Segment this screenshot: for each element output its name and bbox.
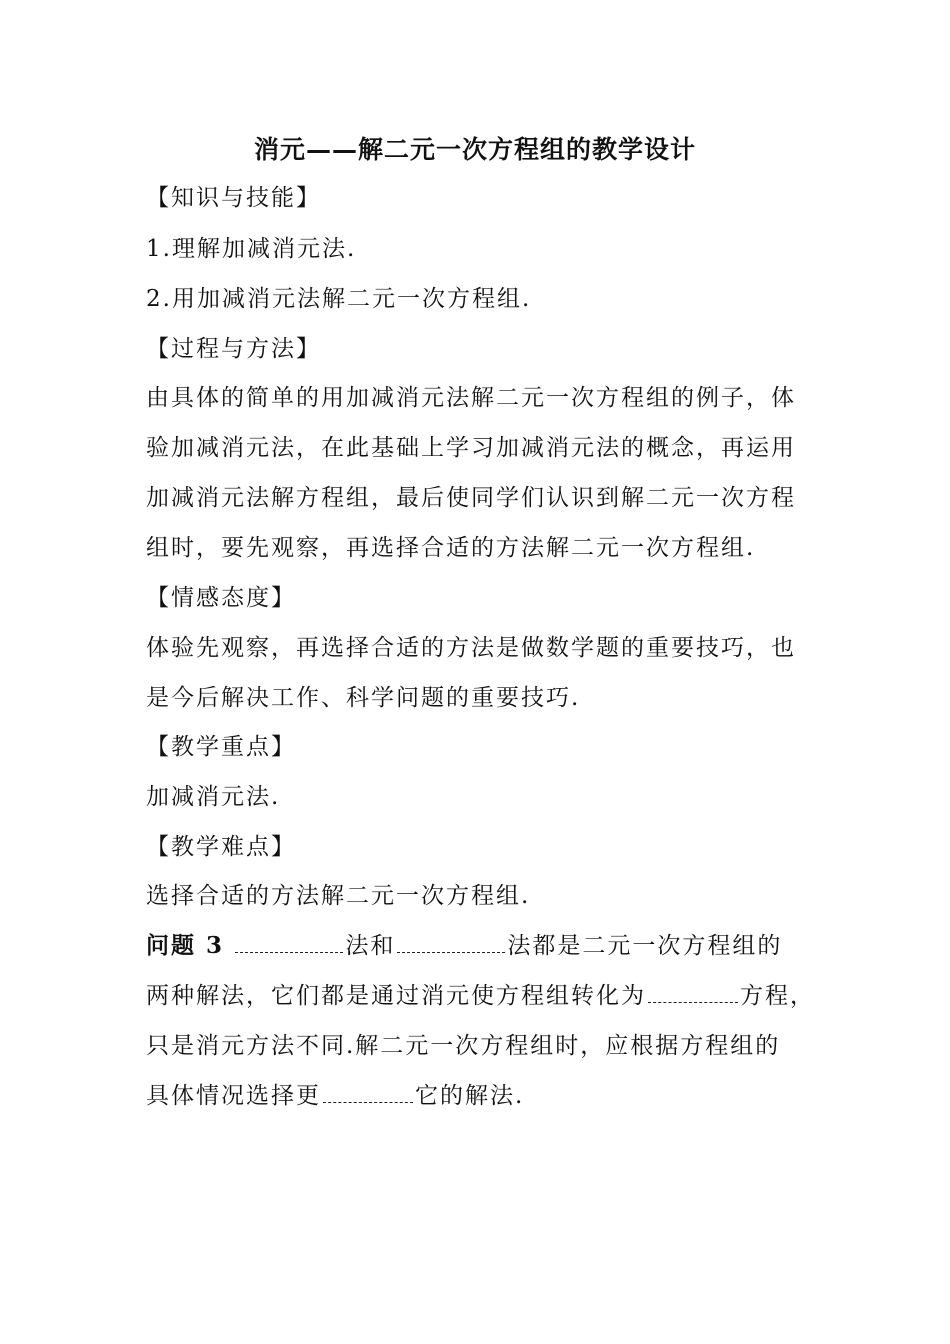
process-heading: 【过程与方法】 bbox=[146, 336, 321, 362]
knowledge-heading: 【知识与技能】 bbox=[146, 185, 321, 211]
process-line-1: 由具体的简单的用加减消元法解二元一次方程组的例子，体 bbox=[146, 385, 796, 411]
document-title: 消元——解二元一次方程组的教学设计 bbox=[253, 135, 696, 164]
knowledge-item-2: 2.用加减消元法解二元一次方程组. bbox=[146, 286, 532, 312]
answer-blank-1[interactable] bbox=[235, 936, 343, 953]
focus-heading: 【教学重点】 bbox=[146, 734, 296, 760]
question-text-1a: 法和 bbox=[345, 933, 396, 959]
question-line-2 bbox=[146, 978, 815, 1014]
question-text-2a: 两种解法，它们都是通过消元使方程组转化为 bbox=[146, 983, 646, 1009]
process-line-4: 组时，要先观察，再选择合适的方法解二元一次方程组. bbox=[146, 535, 756, 561]
question-text-2b: 方程， bbox=[740, 983, 815, 1009]
answer-blank-2[interactable] bbox=[397, 936, 505, 953]
answer-blank-4[interactable] bbox=[323, 1086, 413, 1103]
difficulty-heading: 【教学难点】 bbox=[146, 834, 296, 860]
emotion-line-2: 是今后解决工作、科学问题的重要技巧. bbox=[146, 685, 581, 711]
emotion-line-1: 体验先观察，再选择合适的方法是做数学题的重要技巧，也 bbox=[146, 635, 796, 661]
question-line-3: 只是消元方法不同.解二元一次方程组时，应根据方程组的 bbox=[146, 1033, 781, 1059]
question-text-4a: 具体情况选择更 bbox=[146, 1083, 321, 1109]
knowledge-item-1: 1.理解加减消元法. bbox=[146, 236, 357, 262]
question-text-1b: 法都是二元一次方程组的 bbox=[507, 933, 783, 959]
process-line-3: 加减消元法解方程组，最后使同学们认识到解二元一次方程 bbox=[146, 485, 796, 511]
question-text-4b: 它的解法. bbox=[415, 1083, 525, 1109]
answer-blank-3[interactable] bbox=[648, 986, 738, 1003]
process-line-2: 验加减消元法，在此基础上学习加减消元法的概念，再运用 bbox=[146, 435, 796, 461]
question-line-1 bbox=[146, 928, 782, 964]
emotion-heading: 【情感态度】 bbox=[146, 585, 296, 611]
question-label: 问题 3 bbox=[146, 932, 225, 959]
difficulty-text: 选择合适的方法解二元一次方程组. bbox=[146, 883, 531, 909]
question-line-4 bbox=[146, 1078, 524, 1114]
focus-text: 加减消元法. bbox=[146, 784, 281, 810]
